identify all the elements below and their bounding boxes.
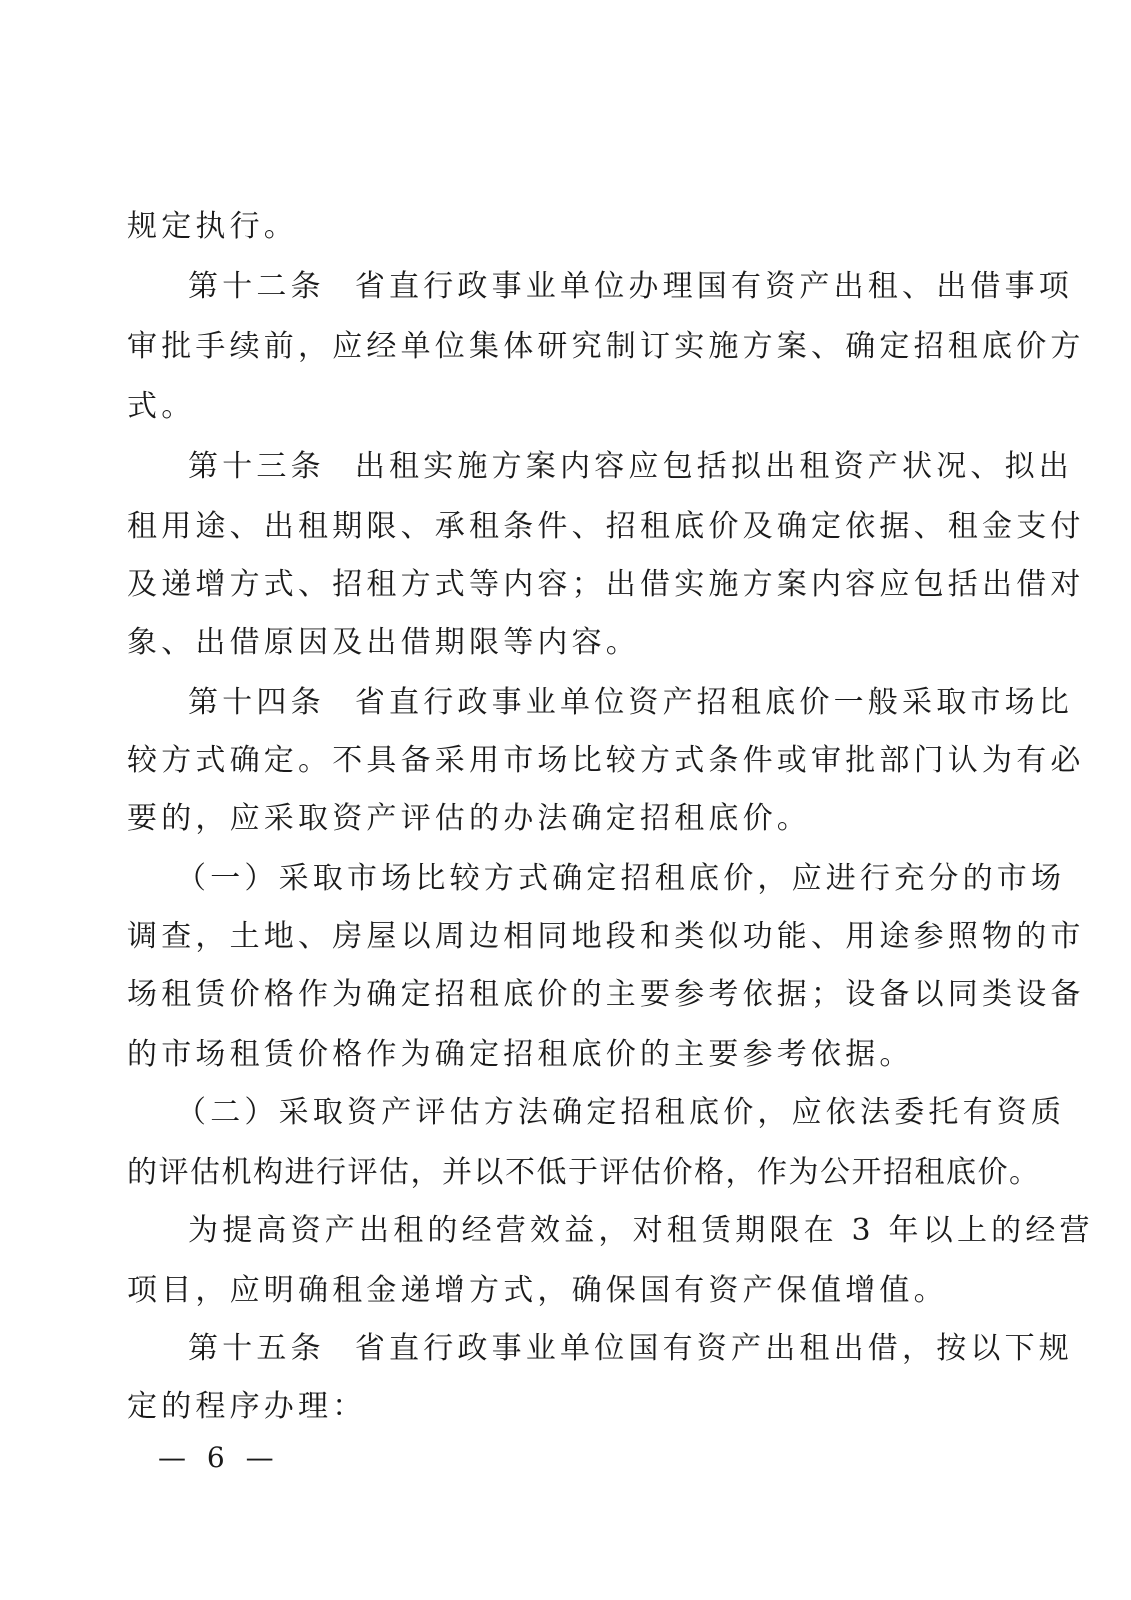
text-line: 象、出借原因及出借期限等内容。	[127, 625, 640, 660]
clause-1-line: （一）采取市场比较方式确定招租底价，应进行充分的市场	[176, 861, 1066, 896]
article-heading: 第十三条	[188, 449, 325, 484]
text-line: 定的程序办理：	[127, 1389, 367, 1424]
text-line: 项目，应明确租金递增方式，确保国有资产保值增值。	[127, 1273, 948, 1308]
clause-2-line: （二）采取资产评估方法确定招租底价，应依法委托有资质	[176, 1095, 1066, 1130]
text-line: 的市场租赁价格作为确定招租底价的主要参考依据。	[127, 1037, 914, 1072]
article-12-line: 第十二条 省直行政事业单位办理国有资产出租、出借事项	[188, 269, 1074, 304]
text-line: 式。	[127, 389, 196, 424]
text-line: 审批手续前，应经单位集体研究制订实施方案、确定招租底价方	[127, 329, 1085, 364]
article-15-line: 第十五条 省直行政事业单位国有资产出租出借，按以下规	[188, 1331, 1074, 1366]
text-line: 及递增方式、招租方式等内容；出借实施方案内容应包括出借对	[127, 567, 1085, 602]
article-heading: 第十四条	[188, 685, 325, 720]
text-line: 的评估机构进行评估，并以不低于评估价格，作为公开招租底价。	[127, 1155, 1041, 1190]
text-line: 租用途、出租期限、承租条件、招租底价及确定依据、租金支付	[127, 509, 1085, 544]
page-number: — 6 —	[158, 1441, 280, 1474]
article-13-line: 第十三条 出租实施方案内容应包括拟出租资产状况、拟出	[188, 449, 1074, 484]
text-line: 调查，土地、房屋以周边相同地段和类似功能、用途参照物的市	[127, 919, 1085, 954]
text-line: 要的，应采取资产评估的办法确定招租底价。	[127, 801, 811, 836]
article-heading: 第十二条	[188, 269, 325, 304]
article-heading: 第十五条	[188, 1331, 325, 1366]
text-line: 场租赁价格作为确定招租底价的主要参考依据；设备以同类设备	[127, 977, 1085, 1012]
text-line: 规定执行。	[127, 209, 298, 244]
text-line: 较方式确定。不具备采用市场比较方式条件或审批部门认为有必	[127, 743, 1085, 778]
article-14-line: 第十四条 省直行政事业单位资产招租底价一般采取市场比	[188, 685, 1074, 720]
paragraph-start-line: 为提高资产出租的经营效益，对租赁期限在 3 年以上的经营	[188, 1213, 1094, 1248]
